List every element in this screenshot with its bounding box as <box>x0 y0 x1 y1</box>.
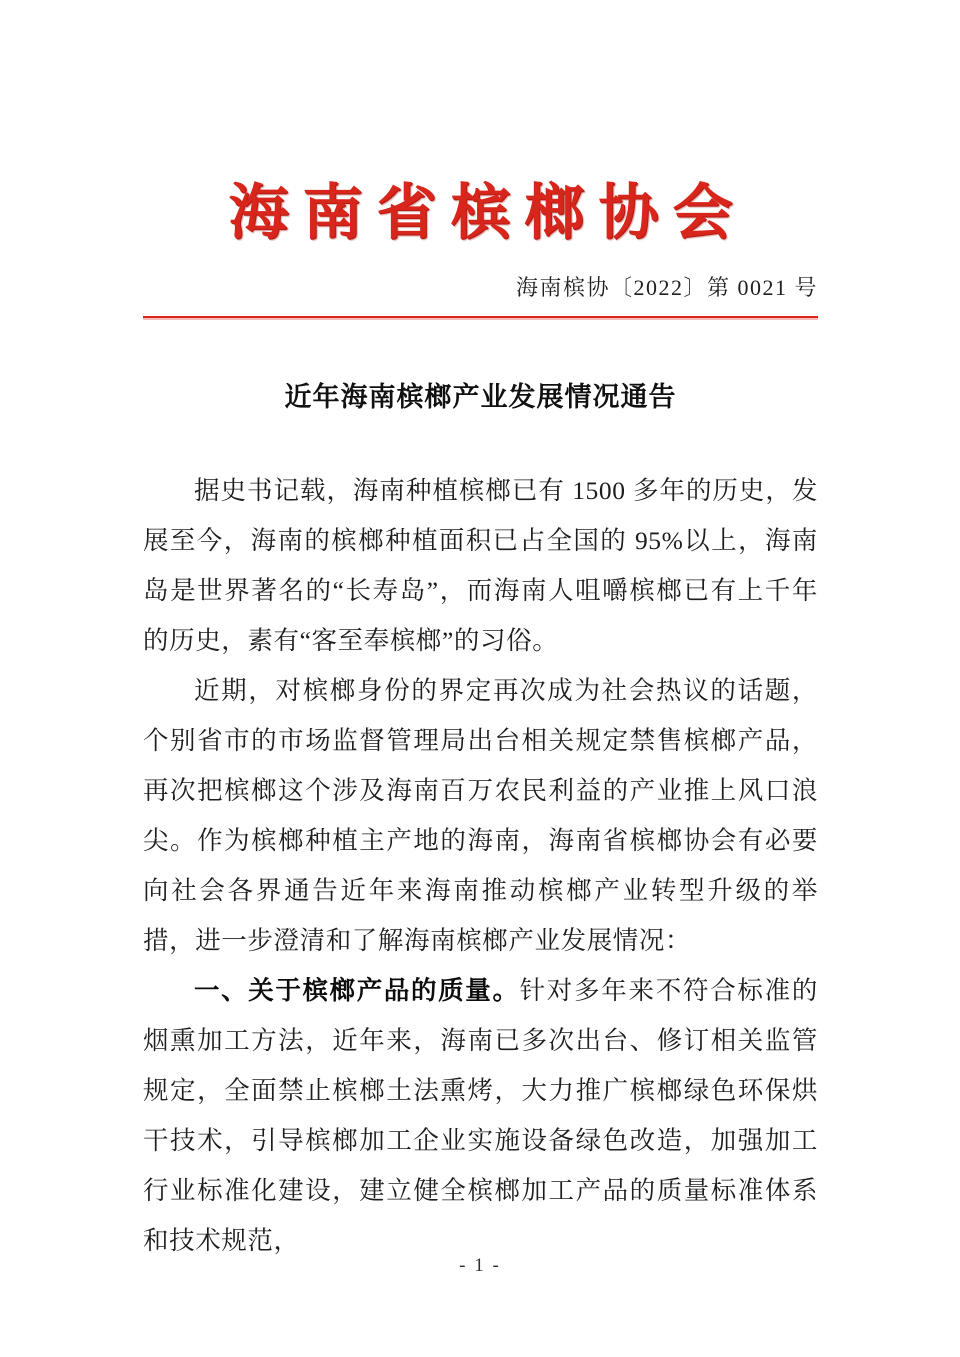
letterhead <box>143 178 818 318</box>
paragraph <box>143 466 818 666</box>
paragraph-text: 近期，对槟榔身份的界定再次成为社会热议的话题，个别省市的市场监督管理局出台相关规定禁售槟榔产品，再次把槟榔这个涉及海南百万农民利益的产业推上风口浪尖。作为槟榔种植主产地的海南，海南省槟榔协会有必要向社会各界通告近年来海南推动槟榔产业转型升级的举措，进一步澄清和了解海南槟榔产业发展情况： <box>143 676 818 955</box>
paragraph-text: 据史书记载，海南种植槟榔已有 1500 多年的历史，发展至今，海南的槟榔种植面积已占全国的 95%以上，海南岛是世界著名的“长寿岛”，而海南人咀嚼槟榔已有上千年的历史，素有“客至奉槟榔”的习俗。 <box>143 476 818 655</box>
paragraph-lead: 一、关于槟榔产品的质量。 <box>194 976 520 1005</box>
page-title: 近年海南槟榔产业发展情况通告 <box>284 382 677 412</box>
letterhead-red-rule <box>143 316 818 318</box>
document-body <box>143 375 818 1266</box>
issuing-organization-title: 海南省槟榔协会 <box>228 180 747 246</box>
document-number: 海南槟协〔2022〕第 0021 号 <box>515 274 818 300</box>
paragraph <box>143 966 818 1266</box>
page-number-footer: - 1 - <box>459 1255 501 1276</box>
paragraph-text: 针对多年来不符合标准的烟熏加工方法，近年来，海南已多次出台、修订相关监管规定，全面禁止槟榔土法熏烤，大力推广槟榔绿色环保烘干技术，引导槟榔加工企业实施设备绿色改造，加强加工行业标准化建设，建立健全槟榔加工产品的质量标准体系和技术规范， <box>143 976 818 1255</box>
paragraph <box>143 666 818 966</box>
